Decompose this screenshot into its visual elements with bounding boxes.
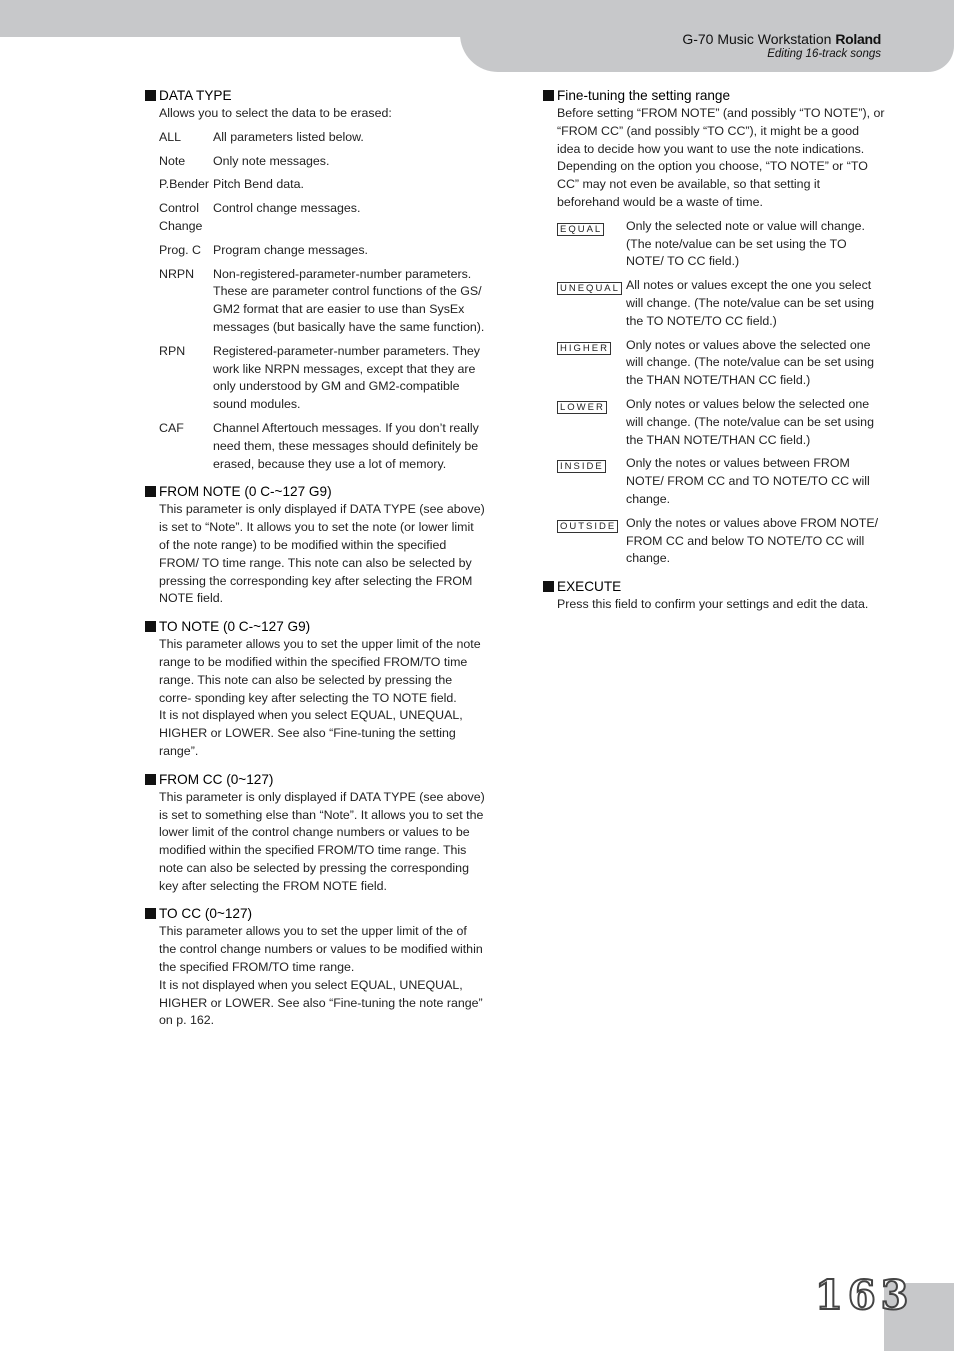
item-desc: All parameters listed below. [213,129,364,144]
chapter-subtitle: Editing 16-track songs [767,48,881,60]
item-term: P.Bender [159,177,210,192]
item-desc: Only notes or values above the selected one will change. (The note/value can be set using the THAN NOTE/THAN CC field.) [626,337,874,388]
section-to-note [145,617,487,761]
item-term: Prog. C [159,242,202,257]
square-bullet-icon [543,581,554,592]
section-heading: Fine-tuning the setting range [543,86,885,105]
item-term: Control Change [159,201,203,233]
list-item [159,200,487,236]
square-bullet-icon [543,90,554,101]
square-bullet-icon [145,90,156,101]
list-item [557,218,885,271]
section-heading: FROM NOTE (0 C-~127 G9) [145,482,487,501]
option-key-box: INSIDE [557,460,606,473]
section-from-cc [145,770,487,896]
item-desc: Control change messages. [213,201,361,216]
list-item [159,266,487,337]
item-term: Note [159,153,186,168]
list-item [159,343,487,414]
square-bullet-icon [145,908,156,919]
data-type-list [159,129,487,474]
list-item [159,129,487,147]
list-item [159,420,487,473]
item-term: ALL [159,129,182,144]
section-heading: FROM CC (0~127) [145,770,487,789]
section-heading: TO NOTE (0 C-~127 G9) [145,617,487,636]
section-text: This parameter is only displayed if DATA TYPE (see above) is set to something else than “Note”. It allows you to set the lower limit of the control change numbers or values to be modified within the specified FROM/TO time range. This note can also be selected by pressing the corresponding key after selecting the FROM NOTE field. [159,789,485,893]
section-text: This parameter is only displayed if DATA TYPE (see above) is set to “Note”. It allows you to set the note (or lower limit of the note range) to be modified within the specified FROM/ TO time range. This note can also be selected by pressing the corresponding key after selecting the FROM NOTE field. [159,502,485,606]
item-desc: Only notes or values below the selected one will change. (The note/value can be set using the THAN NOTE/THAN CC field.) [626,396,874,447]
section-text: It is not displayed when you select EQUAL, UNEQUAL, HIGHER or LOWER. See also “Fine-tuning the setting range”. [159,708,463,758]
list-item [557,277,885,330]
square-bullet-icon [145,621,156,632]
section-heading: TO CC (0~127) [145,904,487,923]
square-bullet-icon [145,774,156,785]
option-key-box: UNEQUAL [557,282,622,295]
option-key-box: OUTSIDE [557,520,618,533]
product-name: G-70 Music Workstation [682,31,832,47]
list-item [159,153,487,171]
item-desc: Only the notes or values between FROM NOTE/ FROM CC and TO NOTE/TO CC will change. [626,456,870,506]
item-desc: Program change messages. [213,242,368,257]
item-term: NRPN [159,266,195,281]
option-key-box: EQUAL [557,223,604,236]
list-item [159,242,487,260]
item-desc: Only the selected note or value will change. (The note/value can be set using the TO NOTE/ TO CC field.) [626,218,866,269]
section-text: This parameter allows you to set the upper limit of the of the control change numbers or values to be modified within the specified FROM/TO time range. [159,924,483,975]
item-term: RPN [159,343,186,358]
list-item [557,455,885,508]
page-number: 163 [815,1272,914,1319]
list-item [557,515,885,568]
section-text: Press this field to confirm your settings and edit the data. [557,597,869,612]
section-text: It is not displayed when you select EQUAL, UNEQUAL, HIGHER or LOWER. See also “Fine-tuning the note range” on p. 162. [159,977,483,1028]
right-column [543,86,885,623]
section-data-type [145,86,487,473]
option-list [557,218,885,568]
section-intro: Allows you to select the data to be erased: [159,106,392,120]
section-to-cc [145,904,487,1030]
section-intro: Before setting “FROM NOTE” (and possibly “TO NOTE”), or “FROM CC” (and possibly “TO CC”), it might be a good idea to decide how you want to use the note indications. Depending on the option you choose, “TO NOTE” or “TO CC” may not even be available, so that setting it beforehand would be a waste of time. [557,106,885,209]
list-item [159,176,487,194]
item-desc: Pitch Bend data. [213,177,304,192]
list-item [557,337,885,390]
left-column [145,86,487,1039]
square-bullet-icon [145,486,156,497]
item-desc: Non-registered-parameter-number parameters. These are parameter control functions of the GS/ GM2 format that are easier to use than SysEx messages (but basically have the same function). [213,266,485,334]
option-key-box: HIGHER [557,342,611,355]
section-from-note [145,482,487,608]
section-text: This parameter allows you to set the upper limit of the note range to be modified within the specified FROM/TO time range. This note can also be selected by pressing the corre- sponding key after selecting the TO NOTE field. [159,637,481,705]
list-item [557,396,885,449]
section-heading: DATA TYPE [145,86,487,105]
item-term: CAF [159,420,184,435]
section-heading: EXECUTE [543,577,885,596]
brand-logo: Roland [835,31,881,47]
item-desc: Only the notes or values above FROM NOTE/ FROM CC and below TO NOTE/TO CC will change. [626,515,879,566]
item-desc: Channel Aftertouch messages. If you don’t really need them, these messages should definitely be erased, because they use a lot of memory. [213,420,479,471]
option-key-box: LOWER [557,401,607,414]
section-fine-tuning [543,86,885,568]
section-execute [543,577,885,614]
item-desc: Registered-parameter-number parameters. They work like NRPN messages, except that they are only understood by GM and GM2-compatible sound modules. [213,343,480,412]
manual-title [682,31,881,47]
item-desc: Only note messages. [213,153,330,168]
item-desc: All notes or values except the one you select will change. (The note/value can be set using the TO NOTE/TO CC field.) [626,278,874,328]
